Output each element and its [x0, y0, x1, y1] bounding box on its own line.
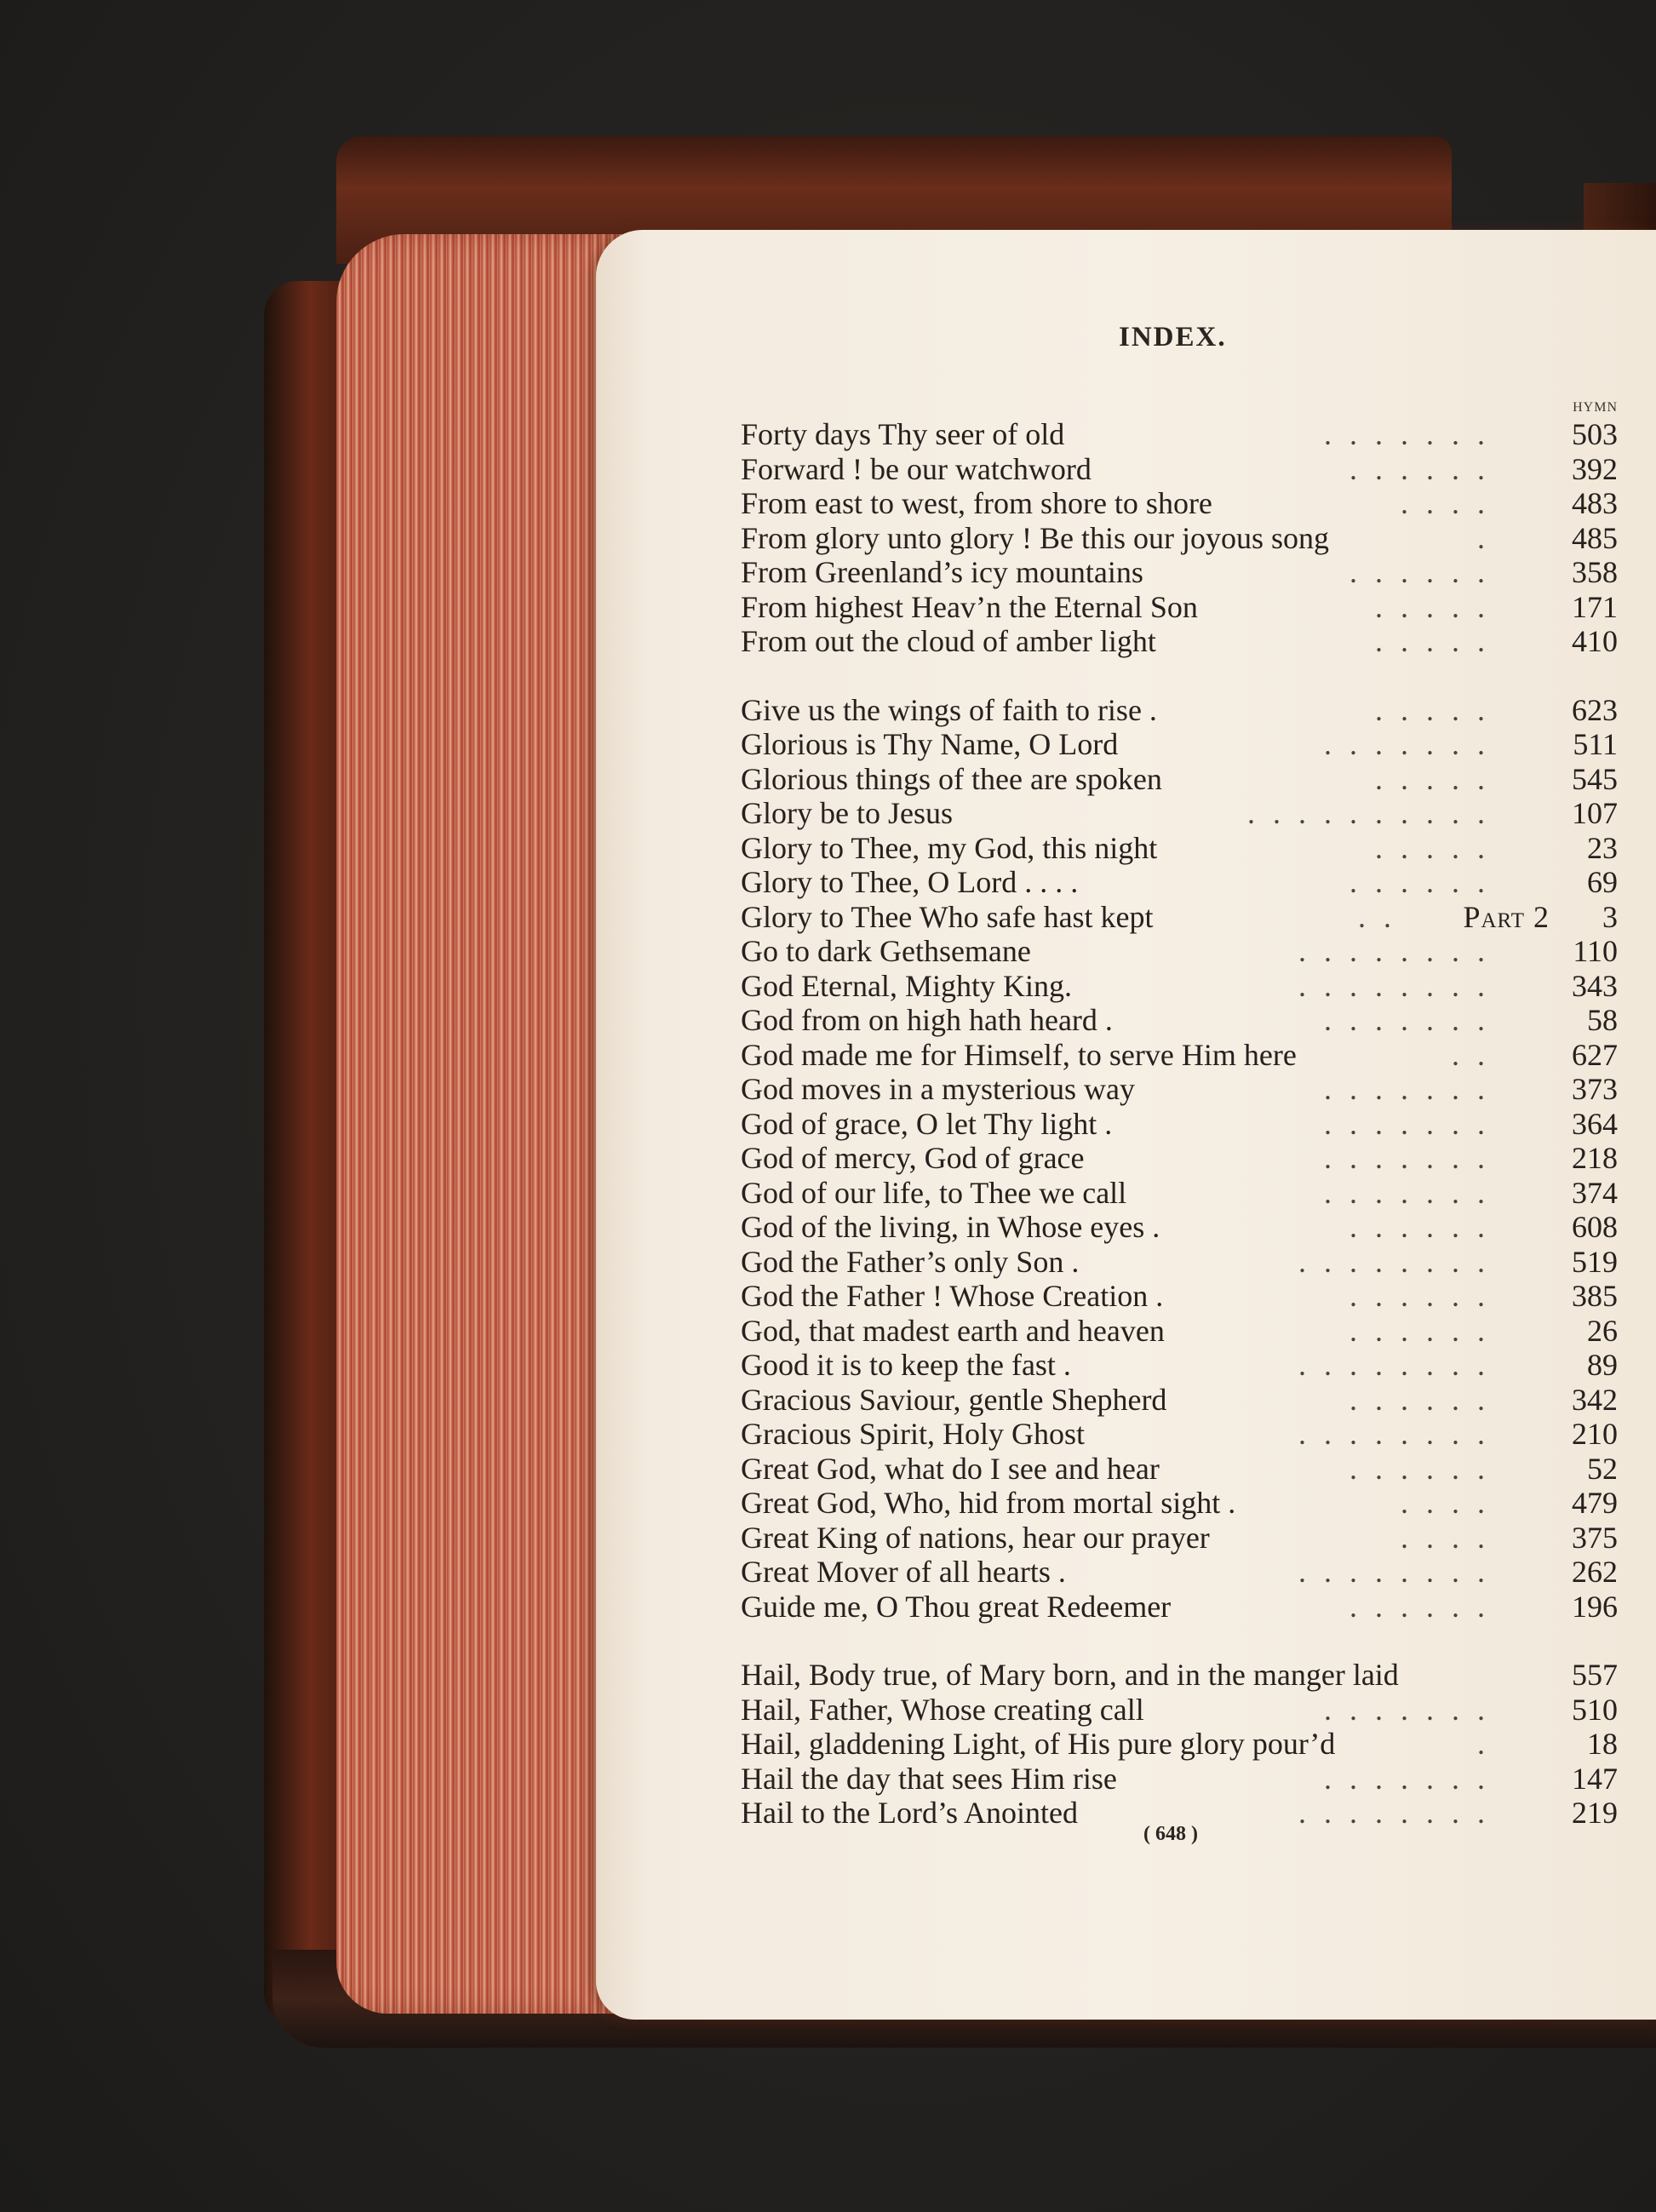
hymn-number: 89 — [1587, 1348, 1618, 1382]
dot-leader: . . . . . . . . — [1298, 934, 1490, 968]
entry-title: Hail, Father, Whose creating call — [741, 1693, 1144, 1727]
entry-title: From highest Heav’n the Eternal Son — [741, 590, 1198, 624]
dot-leader: . . . . — [1401, 1521, 1490, 1555]
dot-leader: . . . . . . . — [1324, 1762, 1490, 1796]
entry-title: Forty days Thy seer of old — [741, 417, 1065, 451]
dot-leader: . . . . — [1401, 486, 1490, 520]
index-entry — [741, 590, 1618, 624]
entry-title: Hail to the Lord’s Anointed — [741, 1796, 1078, 1830]
entry-title: Hail the day that sees Him rise — [741, 1762, 1117, 1796]
index-entry — [741, 452, 1618, 486]
dot-leader: . . . . . — [1375, 590, 1490, 624]
entry-title: Go to dark Gethsemane — [741, 934, 1031, 968]
dot-leader: . . — [1358, 900, 1396, 934]
entry-title: God the Father’s only Son . — [741, 1245, 1080, 1279]
hymn-number: 485 — [1572, 521, 1618, 555]
entry-title: Hail, gladdening Light, of His pure glory pour’d — [741, 1727, 1336, 1761]
entry-title: God moves in a mysterious way — [741, 1072, 1135, 1106]
entry-title: Forward ! be our watchword — [741, 452, 1092, 486]
entry-title: Glory to Thee Who safe hast kept — [741, 900, 1154, 934]
hymn-number: 69 — [1587, 865, 1618, 899]
hymn-number: 58 — [1587, 1003, 1618, 1037]
hymn-number: 511 — [1573, 727, 1618, 761]
dot-leader: . — [1477, 521, 1490, 555]
entry-title: God of mercy, God of grace — [741, 1141, 1085, 1175]
entry-title: Gracious Saviour, gentle Shepherd — [741, 1383, 1167, 1417]
entry-title: Great Mover of all hearts . — [741, 1555, 1066, 1589]
index-entry — [741, 1486, 1618, 1520]
dot-leader: . . . . . — [1375, 762, 1490, 796]
hymn-number: 364 — [1572, 1107, 1618, 1141]
hymn-number: 483 — [1572, 486, 1618, 520]
index-entry — [741, 796, 1618, 830]
hymn-number: 18 — [1587, 1727, 1618, 1761]
hymn-number: 343 — [1572, 969, 1618, 1003]
hymn-number: 23 — [1587, 831, 1618, 865]
dot-leader: . . . . . . . . . . — [1247, 796, 1490, 830]
hymn-number: 110 — [1573, 934, 1618, 968]
dot-leader: . . . . . . — [1349, 1452, 1490, 1486]
dot-leader: . . . . . . . — [1324, 1176, 1490, 1210]
dot-leader: . . . . . . — [1349, 1279, 1490, 1313]
entry-title: From east to west, from shore to shore — [741, 486, 1212, 520]
index-entry — [741, 624, 1618, 658]
index-entry — [741, 1452, 1618, 1486]
hymn-number: 218 — [1572, 1141, 1618, 1175]
entry-title: Great God, Who, hid from mortal sight . — [741, 1486, 1236, 1520]
index-entry — [741, 1107, 1618, 1141]
hymn-number: 374 — [1572, 1176, 1618, 1210]
dot-leader: . . . . . . — [1349, 1210, 1490, 1244]
entry-title: God of grace, O let Thy light . — [741, 1107, 1113, 1141]
dot-leader: . . . . . . — [1349, 555, 1490, 589]
hymn-number: 3 — [1602, 900, 1618, 934]
index-entry — [741, 1279, 1618, 1313]
entry-title: Glory to Thee, O Lord . . . . — [741, 865, 1079, 899]
index-entry — [741, 417, 1618, 451]
index-entry — [741, 521, 1618, 555]
entry-title: Great God, what do I see and hear — [741, 1452, 1160, 1486]
index-entry — [741, 1521, 1618, 1555]
hymn-number: 358 — [1572, 555, 1618, 589]
hymn-number: 392 — [1572, 452, 1618, 486]
entry-title: Great King of nations, hear our prayer — [741, 1521, 1210, 1555]
entry-title: Good it is to keep the fast . — [741, 1348, 1071, 1382]
hymn-number: 219 — [1572, 1796, 1618, 1830]
entry-title: Guide me, O Thou great Redeemer — [741, 1590, 1172, 1624]
entry-title: Give us the wings of faith to rise . — [741, 693, 1157, 727]
index-entry — [741, 1038, 1618, 1072]
hymn-number: 147 — [1572, 1762, 1618, 1796]
hymn-number: 557 — [1572, 1658, 1618, 1692]
index-entry — [741, 1245, 1618, 1279]
entry-title: God of our life, to Thee we call — [741, 1176, 1127, 1210]
index-entry — [741, 555, 1618, 589]
entry-title: God made me for Himself, to serve Him here — [741, 1038, 1297, 1072]
index-entry — [741, 1762, 1618, 1796]
entry-title: God from on high hath heard . — [741, 1003, 1113, 1037]
entry-title: From glory unto glory ! Be this our joyous song — [741, 521, 1329, 555]
hymn-number: 196 — [1572, 1590, 1618, 1624]
dot-leader: . . . . . . — [1349, 865, 1490, 899]
dot-leader: . . — [1452, 1038, 1490, 1072]
page-title: INDEX. — [1119, 322, 1227, 352]
index-entry — [741, 1658, 1618, 1692]
entry-title: God of the living, in Whose eyes . — [741, 1210, 1160, 1244]
index-entry — [741, 865, 1618, 899]
hymn-number: 262 — [1572, 1555, 1618, 1589]
hymn-number: 375 — [1572, 1521, 1618, 1555]
dot-leader: . . . . . . — [1349, 452, 1490, 486]
index-entry — [741, 934, 1618, 968]
dot-leader: . . . . . — [1375, 624, 1490, 658]
dot-leader: . . . . . . . — [1324, 1072, 1490, 1106]
hymn-number: 410 — [1572, 624, 1618, 658]
entry-title: Glorious things of thee are spoken — [741, 762, 1162, 796]
entry-title: From out the cloud of amber light — [741, 624, 1156, 658]
hymn-number: 52 — [1587, 1452, 1618, 1486]
index-entry — [741, 1383, 1618, 1417]
index-entry — [741, 1555, 1618, 1589]
index-entry — [741, 1417, 1618, 1451]
dot-leader: . . . . . . . . — [1298, 969, 1490, 1003]
index-entry — [741, 727, 1618, 761]
index-entry — [741, 1072, 1618, 1106]
dot-leader: . . . . . . . — [1324, 1107, 1490, 1141]
dot-leader: . . . . . . . — [1324, 417, 1490, 451]
dot-leader: . . . . . . . — [1324, 727, 1490, 761]
entry-part: Part 2 — [1463, 900, 1550, 934]
entry-title: Gracious Spirit, Holy Ghost — [741, 1417, 1085, 1451]
hymn-number: 627 — [1572, 1038, 1618, 1072]
dot-leader: . . . . . — [1375, 831, 1490, 865]
hymn-number: 608 — [1572, 1210, 1618, 1244]
hymn-number: 519 — [1572, 1245, 1618, 1279]
index-entry — [741, 1141, 1618, 1175]
dot-leader: . — [1477, 1727, 1490, 1761]
entry-title: Glory to Thee, my God, this night — [741, 831, 1158, 865]
dot-leader: . . . . . — [1375, 693, 1490, 727]
index-entry — [741, 1210, 1618, 1244]
hymn-number: 210 — [1572, 1417, 1618, 1451]
entry-title: Glory be to Jesus — [741, 796, 953, 830]
entry-title: God, that madest earth and heaven — [741, 1314, 1165, 1348]
entry-title: God the Father ! Whose Creation . — [741, 1279, 1164, 1313]
dot-leader: . . . . . . — [1349, 1590, 1490, 1624]
index-entry — [741, 693, 1618, 727]
dot-leader: . . . . . . . — [1324, 1003, 1490, 1037]
dot-leader: . . . . . . . . — [1298, 1417, 1490, 1451]
entry-title: Hail, Body true, of Mary born, and in the manger laid — [741, 1658, 1399, 1692]
dot-leader: . . . . . . . . — [1298, 1348, 1490, 1382]
index-entry — [741, 1348, 1618, 1382]
hymn-number: 503 — [1572, 417, 1618, 451]
index-entry — [741, 831, 1618, 865]
dot-leader: . . . . . . . . — [1298, 1555, 1490, 1589]
hymn-number: 26 — [1587, 1314, 1618, 1348]
index-entry — [741, 969, 1618, 1003]
hymn-number: 171 — [1572, 590, 1618, 624]
entry-title: From Greenland’s icy mountains — [741, 555, 1143, 589]
index-entry — [741, 1693, 1618, 1727]
hymn-number: 545 — [1572, 762, 1618, 796]
hymn-column-label: HYMN — [1573, 400, 1618, 415]
hymn-number: 479 — [1572, 1486, 1618, 1520]
entry-title: Glorious is Thy Name, O Lord — [741, 727, 1119, 761]
dot-leader: . . . . . . . . — [1298, 1245, 1490, 1279]
index-entry — [741, 1003, 1618, 1037]
index-entry — [741, 486, 1618, 520]
index-entry — [741, 1590, 1618, 1624]
index-entry — [741, 1314, 1618, 1348]
dot-leader: . . . . . . — [1349, 1314, 1490, 1348]
index-entry — [741, 1176, 1618, 1210]
hymn-number: 342 — [1572, 1383, 1618, 1417]
hymn-number: 623 — [1572, 693, 1618, 727]
entry-title: God Eternal, Mighty King. — [741, 969, 1072, 1003]
dot-leader: . . . . . . . . — [1298, 1796, 1490, 1830]
dot-leader: . . . . — [1401, 1486, 1490, 1520]
hymn-number: 107 — [1572, 796, 1618, 830]
index-entry — [741, 900, 1618, 934]
hymn-number: 510 — [1572, 1693, 1618, 1727]
hymn-number: 373 — [1572, 1072, 1618, 1106]
dot-leader: . . . . . . . — [1324, 1693, 1490, 1727]
dot-leader: . . . . . . . — [1324, 1141, 1490, 1175]
hymn-number: 385 — [1572, 1279, 1618, 1313]
page-number: ( 648 ) — [1143, 1823, 1198, 1845]
index-entry — [741, 1727, 1618, 1761]
dot-leader: . . . . . . — [1349, 1383, 1490, 1417]
index-entry — [741, 762, 1618, 796]
